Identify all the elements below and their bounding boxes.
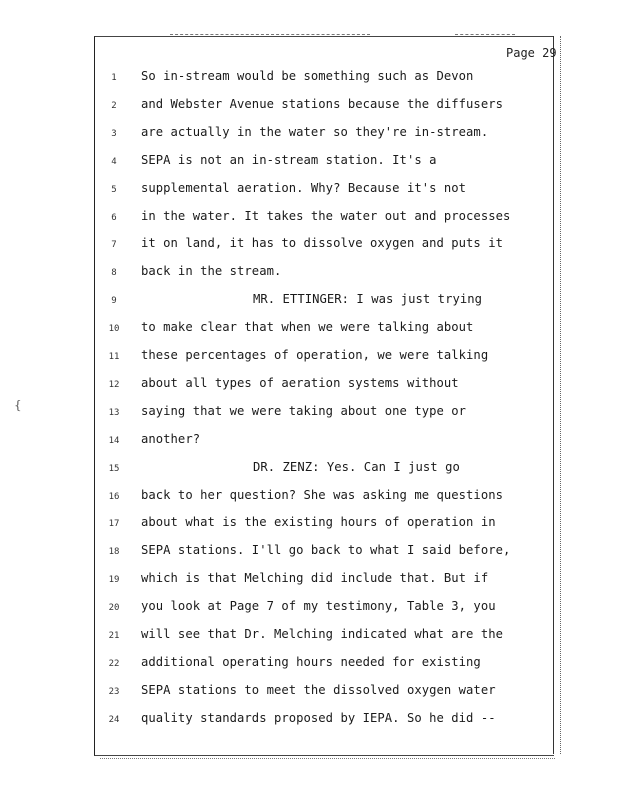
line-text: back in the stream. [141, 264, 282, 279]
line-text: back to her question? She was asking me questions [141, 487, 503, 502]
line-text: SEPA is not an in-stream station. It's a [141, 152, 437, 167]
transcript-line [0, 236, 560, 256]
line-text: you look at Page 7 of my testimony, Table 3, you [141, 599, 496, 614]
line-number: 13 [108, 407, 120, 418]
transcript-line [0, 488, 560, 508]
line-number: 2 [111, 100, 117, 111]
line-text: to make clear that when we were talking about [141, 320, 474, 335]
line-text: and Webster Avenue stations because the diffusers [141, 96, 503, 111]
line-number: 11 [108, 352, 120, 362]
transcript-line [0, 125, 560, 145]
line-text: about what is the existing hours of operation in [141, 515, 496, 530]
transcript-line [0, 376, 560, 396]
line-number: 4 [111, 156, 117, 167]
transcript-line [0, 153, 560, 173]
line-text: another? [141, 431, 201, 446]
page-number: Page 29 [506, 46, 557, 60]
transcript-line [0, 404, 560, 424]
line-number: 21 [108, 631, 120, 641]
line-text: are actually in the water so they're in-stream. [141, 124, 489, 139]
top-header-rule [170, 34, 370, 35]
transcript-line [0, 627, 560, 647]
line-text: it on land, it has to dissolve oxygen and puts it [141, 236, 503, 251]
line-text: additional operating hours needed for existing [141, 654, 481, 669]
line-number: 6 [111, 212, 117, 223]
line-number: 3 [111, 128, 117, 139]
transcript-line [0, 599, 560, 619]
line-number: 14 [108, 435, 120, 446]
top-header-rule-right [455, 34, 515, 35]
transcript-line [0, 69, 560, 89]
line-number: 10 [108, 324, 120, 335]
line-text: SEPA stations to meet the dissolved oxygen water [141, 682, 496, 697]
line-number: 17 [108, 519, 120, 530]
line-text: about all types of aeration systems without [141, 375, 459, 390]
line-number: 19 [108, 575, 120, 586]
line-text: quality standards proposed by IEPA. So he did -- [141, 710, 496, 725]
line-number: 9 [111, 296, 117, 307]
transcript-line [0, 655, 560, 675]
line-number: 23 [108, 686, 120, 697]
transcript-line [0, 515, 560, 535]
line-number: 12 [108, 379, 120, 390]
transcript-line [0, 209, 560, 229]
line-number: 1 [111, 73, 117, 83]
line-text: these percentages of operation, we were talking [141, 348, 489, 362]
line-number: 5 [111, 184, 117, 195]
line-text: SEPA stations. I'll go back to what I said before, [141, 543, 511, 558]
line-number: 8 [111, 268, 117, 279]
line-text: supplemental aeration. Why? Because it's not [141, 180, 467, 195]
transcript-line [0, 264, 560, 284]
transcript-line [0, 460, 560, 480]
line-number: 24 [108, 714, 120, 725]
transcript-line [0, 711, 560, 731]
line-text: So in-stream would be something such as Devon [141, 69, 474, 83]
line-number: 22 [108, 658, 120, 669]
line-text: which is that Melching did include that. But if [141, 571, 489, 586]
transcript-line [0, 181, 560, 201]
transcript-line [0, 543, 560, 563]
transcript-line [0, 292, 560, 312]
line-number: 18 [108, 547, 120, 558]
transcript-line [0, 432, 560, 452]
line-number: 15 [108, 463, 120, 474]
transcript-line [0, 97, 560, 117]
line-text: will see that Dr. Melching indicated what are the [141, 627, 503, 641]
line-number: 16 [108, 491, 120, 502]
line-text: in the water. It takes the water out and processes [141, 208, 511, 223]
line-number: 20 [108, 603, 120, 614]
line-number: 7 [111, 240, 117, 251]
transcript-line [0, 320, 560, 340]
transcript-line [0, 348, 560, 368]
transcript-line [0, 571, 560, 591]
margin-bracket-mark: { [14, 398, 22, 412]
line-text: DR. ZENZ: Yes. Can I just go [253, 459, 460, 474]
bottom-footer-rule [100, 758, 555, 759]
line-text: saying that we were taking about one type or [141, 403, 467, 418]
transcript-line [0, 683, 560, 703]
line-text: MR. ETTINGER: I was just trying [253, 292, 483, 307]
